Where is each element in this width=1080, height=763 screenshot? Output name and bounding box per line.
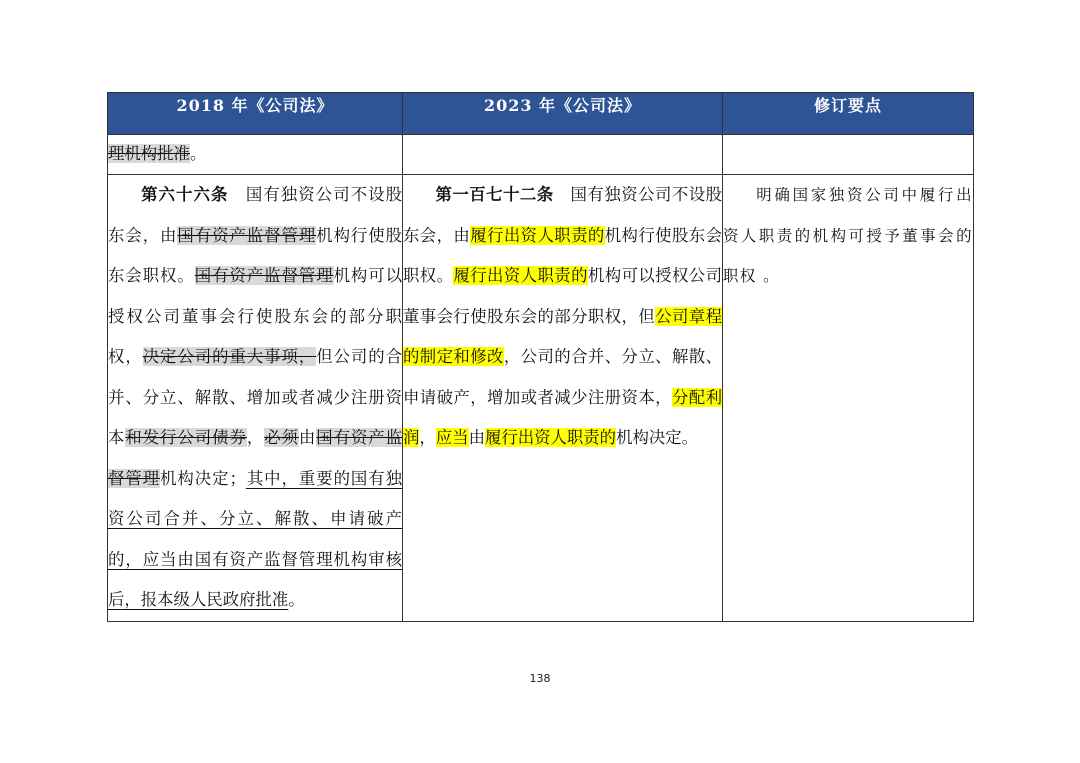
cell-notes-continued bbox=[723, 135, 974, 175]
article-number: 第六十六条 bbox=[140, 185, 229, 204]
plain-text: ，公司的合并、分立、解散、申请破产，增加或者减少注册资本， bbox=[403, 347, 723, 407]
deleted-text: 国有资产监督管理 bbox=[177, 225, 317, 245]
deleted-text: 国有资产监督管理 bbox=[108, 428, 403, 488]
deleted-text: 决定公司的重大事项， bbox=[142, 347, 317, 366]
table-row-article bbox=[108, 175, 974, 622]
plain-text: 机构行使股东会职权。 bbox=[403, 225, 723, 285]
article-172-text bbox=[403, 185, 722, 447]
cell-2018-article-66 bbox=[108, 175, 403, 622]
added-text: 其中，重要的国有独资公司合并、分立、解散、申请破产的，应当由国有资产监督管理机构审核后，报本级人民政府批准 bbox=[108, 468, 403, 609]
plain-text: ， bbox=[419, 428, 436, 447]
cell-2023-article-172 bbox=[403, 175, 723, 622]
plain-text: 国有独资公司不设股东会，由 bbox=[403, 185, 723, 245]
cell-revision-note bbox=[723, 175, 974, 622]
plain-text: 机构可以授权公司董事会行使股东会的部分职权， bbox=[108, 266, 403, 366]
highlighted-text: 分配利润 bbox=[403, 387, 723, 447]
plain-text: 机构决定。 bbox=[616, 428, 699, 447]
plain-text: 由 bbox=[298, 428, 317, 447]
highlighted-text: 履行出资人职责的 bbox=[470, 225, 605, 245]
article-number: 第一百七十二条 bbox=[435, 185, 554, 204]
plain-text: 机构行使股东会职权。 bbox=[108, 225, 403, 285]
plain-text: 。 bbox=[189, 144, 207, 163]
plain-text: 国有独资公司不设股东会，由 bbox=[108, 185, 403, 245]
header-2023-law: 2023 年《公司法》 bbox=[403, 93, 723, 135]
comparison-table bbox=[107, 92, 974, 622]
table-header-row bbox=[108, 93, 974, 135]
cell-2023-continued bbox=[403, 135, 723, 175]
table-row-continued bbox=[108, 135, 974, 175]
plain-text: 。 bbox=[288, 590, 305, 609]
highlighted-text: 履行出资人职责的 bbox=[484, 428, 617, 447]
plain-text: 机构决定； bbox=[160, 468, 246, 488]
plain-text: 由 bbox=[468, 428, 485, 447]
cell-2018-continued bbox=[108, 135, 403, 175]
revision-note-text: 明确国家独资公司中履行出资人职责的机构可授予董事会的职权 。 bbox=[723, 186, 973, 285]
deleted-text: 和发行公司债券 bbox=[125, 428, 247, 447]
plain-text: ， bbox=[246, 428, 265, 447]
article-66-text bbox=[108, 185, 402, 609]
deleted-text: 必须 bbox=[264, 428, 299, 447]
page-number: 138 bbox=[529, 672, 551, 685]
highlighted-text: 应当 bbox=[435, 428, 469, 447]
plain-text: 但公司的合并、分立、解散、增加或者减少注册资本 bbox=[108, 347, 403, 447]
header-2018-law: 2018 年《公司法》 bbox=[108, 93, 403, 135]
header-revision-points: 修订要点 bbox=[723, 93, 974, 135]
highlighted-text: 公司章程的制定和修改 bbox=[403, 306, 723, 366]
highlighted-text: 履行出资人职责的 bbox=[453, 266, 588, 285]
deleted-text: 理机构批准 bbox=[108, 144, 190, 163]
deleted-text: 国有资产监督管理 bbox=[194, 266, 334, 285]
plain-text: 机构可以授权公司董事会行使股东会的部分职权，但 bbox=[403, 266, 723, 326]
